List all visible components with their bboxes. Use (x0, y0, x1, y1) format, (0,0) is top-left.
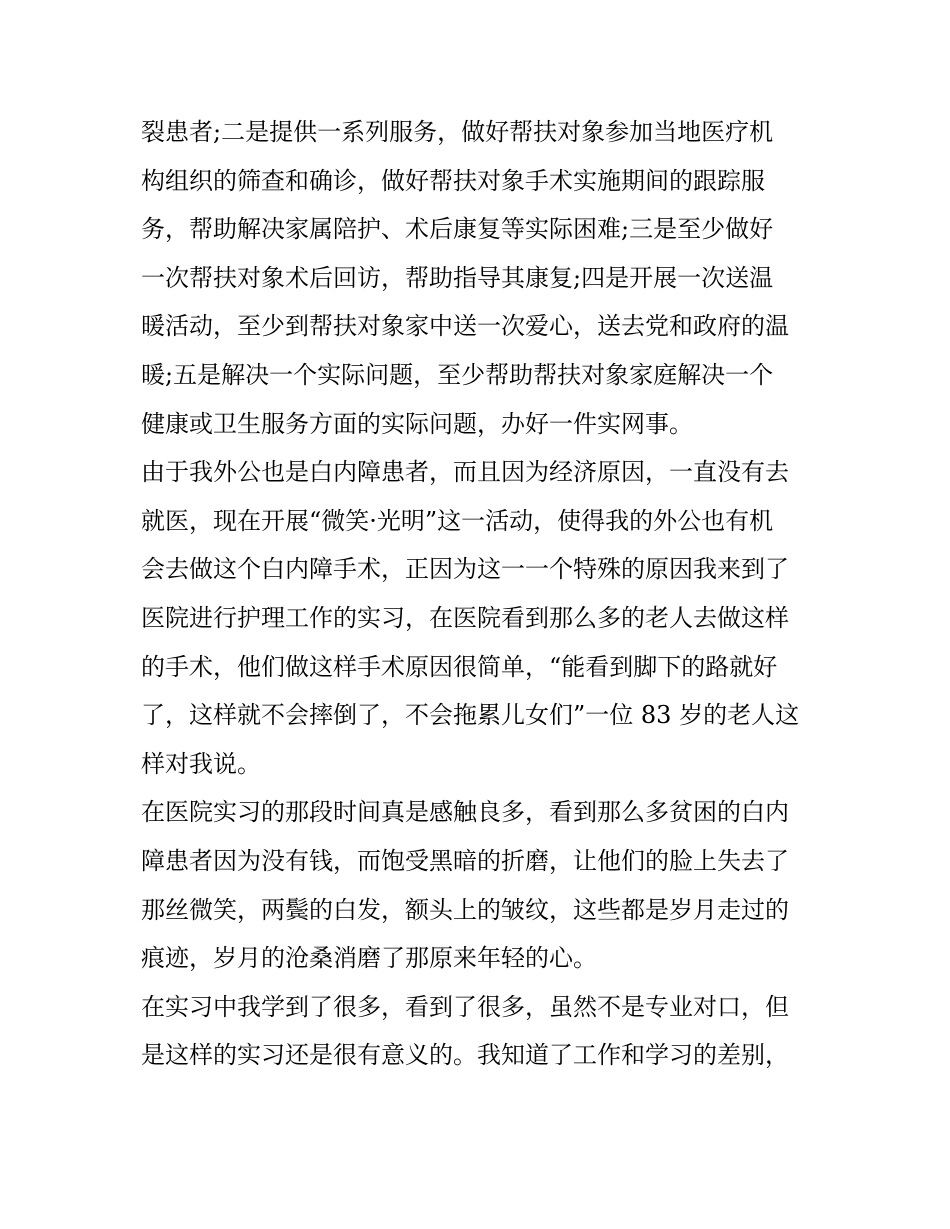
text-line: 的手术，他们做这样手术原因很简单，“能看到脚下的路就好 (141, 652, 778, 681)
text-line: 由于我外公也是白内障患者，而且因为经济原因，一直没有去 (141, 458, 789, 487)
text-line: 务，帮助解决家属陪护、术后康复等实际困难;三是至少做好 (141, 215, 774, 244)
text-line: 了，这样就不会摔倒了，不会拖累儿女们”一位 83 岁的老人这 (141, 701, 800, 730)
text-line: 那丝微笑，两鬓的白发，额头上的皱纹，这些都是岁月走过的 (141, 895, 789, 924)
text-line: 就医，现在开展“微笑·光明”这一活动，使得我的外公也有机 (141, 506, 774, 535)
text-line: 一次帮扶对象术后回访，帮助指导其康复;四是开展一次送温 (141, 263, 774, 292)
text-line: 暖;五是解决一个实际问题，至少帮助帮扶对象家庭解决一个 (141, 360, 774, 389)
document-body (141, 108, 821, 1080)
text-line: 构组织的筛查和确诊，做好帮扶对象手术实施期间的跟踪服 (141, 166, 765, 195)
text-line: 在实习中我学到了很多，看到了很多，虽然不是专业对口，但 (141, 992, 789, 1021)
text-line: 是这样的实习还是很有意义的。我知道了工作和学习的差别， (141, 1041, 789, 1070)
text-line: 障患者因为没有钱，而饱受黑暗的折磨，让他们的脸上失去了 (141, 846, 789, 875)
text-line: 痕迹，岁月的沧桑消磨了那原来年轻的心。 (141, 944, 597, 973)
text-line: 裂患者;二是提供一系列服务，做好帮扶对象参加当地医疗机 (141, 118, 774, 146)
text-line: 暖活动，至少到帮扶对象家中送一次爱心，送去党和政府的温 (141, 312, 789, 341)
text-line: 样对我说。 (141, 749, 261, 778)
text-line: 在医院实习的那段时间真是感触良多，看到那么多贫困的白内 (141, 798, 789, 827)
text-line: 健康或卫生服务方面的实际问题，办好一件实网事。 (141, 409, 693, 438)
text-line: 医院进行护理工作的实习，在医院看到那么多的老人去做这样 (141, 603, 789, 632)
text-line: 会去做这个白内障手术，正因为这一一个特殊的原因我来到了 (141, 555, 789, 584)
